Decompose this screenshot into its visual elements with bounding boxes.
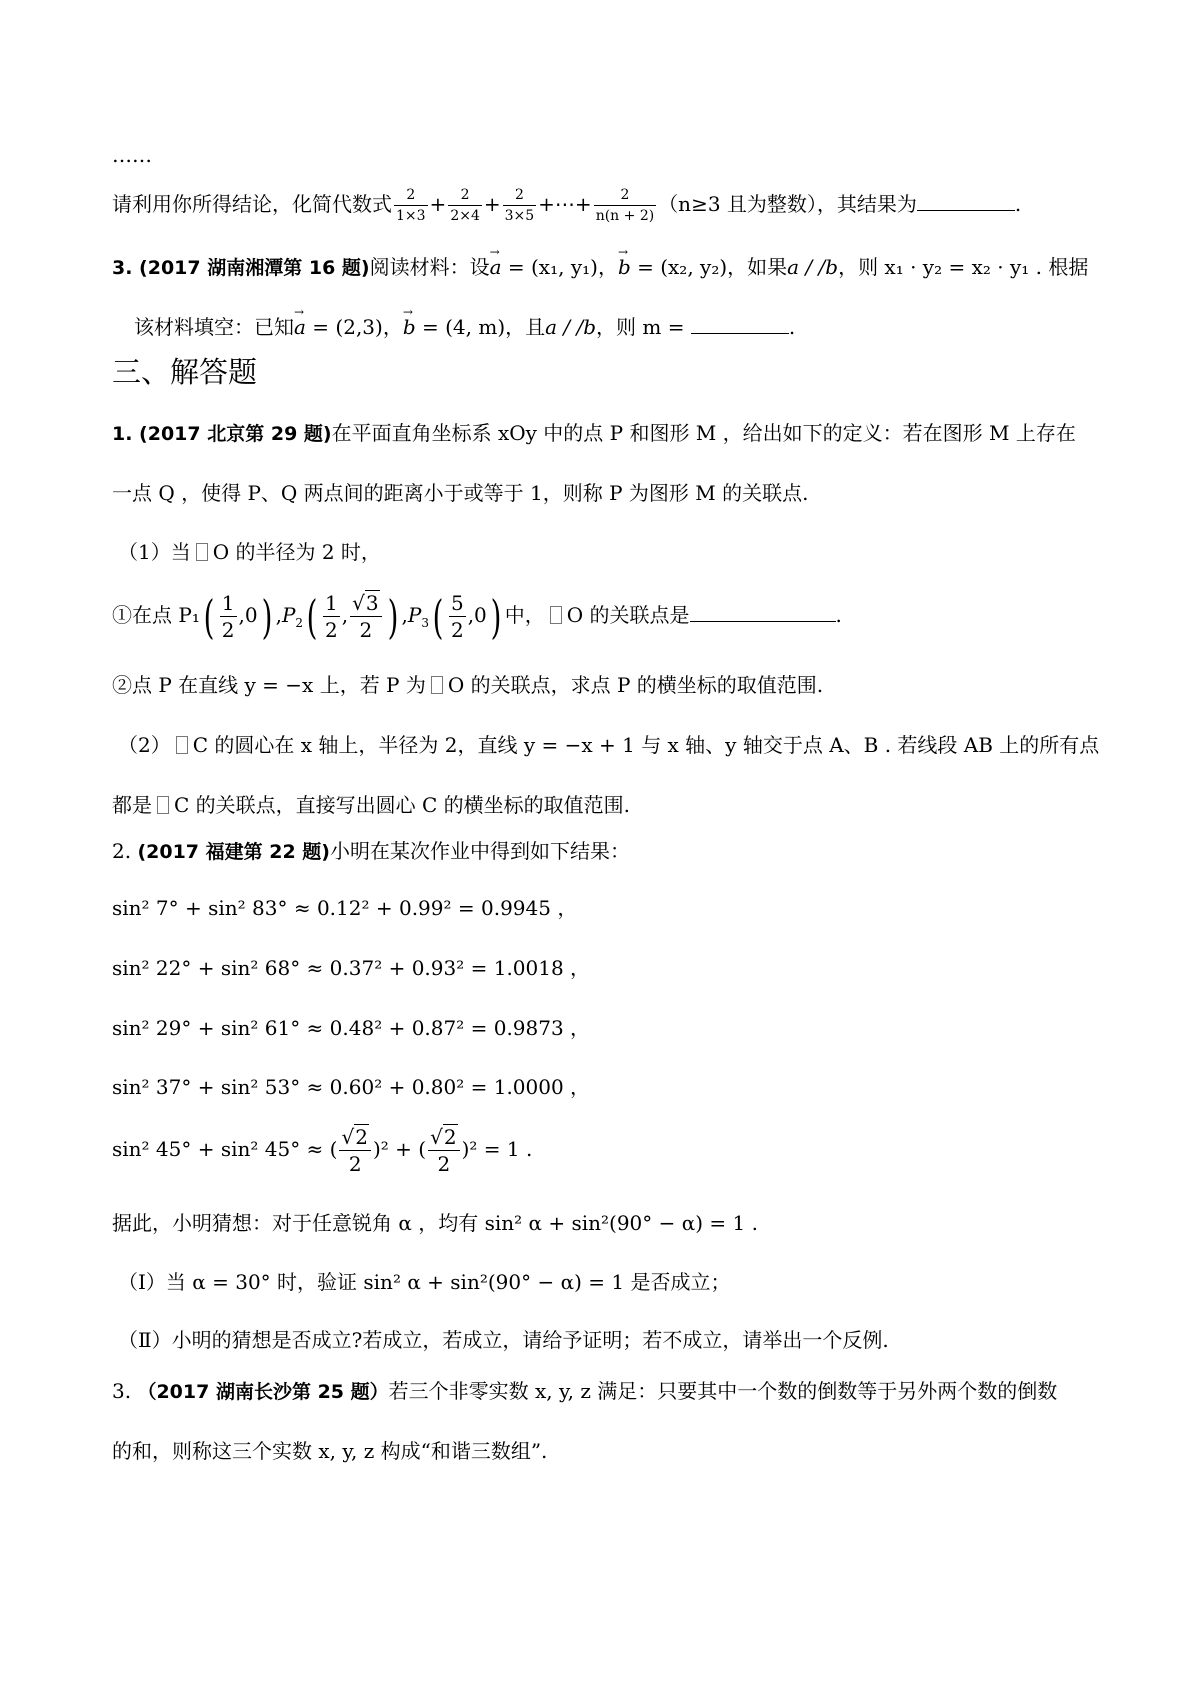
answer-blank-1[interactable] [917, 192, 1015, 211]
vector-a: → a [490, 252, 502, 282]
fill-intro: 该材料填空：已知 [134, 315, 294, 339]
vector-a-2: → a [294, 312, 306, 342]
vector-a-given: = (2,3)， [305, 315, 403, 339]
sqrt2-over-2: $\frac{√2}{2}$ [339, 1124, 370, 1177]
fraction-2: $\frac{2}{2\times 4}$ [450, 187, 480, 224]
circle-symbol [176, 736, 188, 754]
period: . [835, 603, 842, 627]
q1-definition: 在平面直角坐标系 xOy 中的点 P 和图形 M ，给出如下的定义：若在图形 M 上存在 [331, 421, 1076, 445]
q1-part1 [118, 537, 381, 567]
q1-part2-line-1 [118, 730, 1099, 760]
vector-question-line-1 [112, 252, 1088, 283]
circle-symbol [431, 676, 443, 694]
simplify-line: 请利用你所得结论，化简代数式 $\frac{2}{1\times 3}$ + $\frac{2}{2\times 4}$ + $\frac{2}{3\times 5}$ +⋯+ $\frac{2}{n(n + 2)}$ （n≥3 且为整数），其结果为 . [112, 187, 1022, 224]
vector-b-given: = (4, m)，且 [415, 315, 546, 339]
q2-part-ii: （Ⅱ）小明的猜想是否成立?若成立，若成立，请给予证明；若不成立，请举出一个反例. [118, 1328, 889, 1352]
part2-text-c: 都是 [112, 793, 152, 817]
sub1-ask: O 的关联点是 [566, 603, 690, 627]
circle-symbol [157, 796, 169, 814]
simplify-condition: （n≥3 且为整数），其结果为 [658, 192, 917, 216]
section-heading: 三、解答题 [112, 355, 258, 389]
row5-b: )² + ( [372, 1137, 427, 1161]
period: . [788, 315, 796, 339]
question-tag-fujian: (2017 福建第 22 题) [137, 841, 330, 863]
question-tag-changsha: （2017 湖南长沙第 25 题） [137, 1381, 389, 1403]
q1-sub1: ①在点 P₁( $\frac{1}{2}$ ,0) $,P_2$( $\frac{1}{2}$ , $\frac{√3}{2}$ ) $,P_3$( $\frac{5}{2}$ ,0) 中， O 的关联点是 . [112, 589, 842, 644]
q2-row-5 [112, 1120, 532, 1178]
q2-guess: 据此，小明猜想：对于任意锐角 α ，均有 sin² α + sin²(90° − α) = 1 . [112, 1211, 758, 1235]
sub1-mid: 中， [504, 603, 545, 627]
p2-y: $\frac{√3}{2}$ [350, 590, 381, 643]
vector-a-def: = (x₁, y₁)， [501, 255, 618, 279]
q2-intro: 小明在某次作业中得到如下结果： [330, 839, 630, 863]
question-tag-beijing: 1. (2017 北京第 29 题) [112, 423, 332, 445]
part2-text: C 的圆心在 x 轴上，半径为 2，直线 y = −x + 1 与 x 轴、y 轴交于点 A、B . 若线段 AB 上的所有点 [192, 733, 1100, 757]
q1-line-1 [112, 418, 1076, 449]
p3-x: $\frac{5}{2}$ [450, 591, 464, 642]
circle-symbol [196, 543, 208, 561]
part2-label: （2） [118, 733, 171, 757]
answer-blank-m[interactable] [691, 315, 789, 334]
circle-symbol [550, 606, 562, 624]
sub2-text-b: O 的关联点，求点 P 的横坐标的取值范围. [447, 673, 824, 697]
part1-label: （1）当 [118, 540, 191, 564]
vector-text: 阅读材料：设 [369, 255, 490, 279]
simplify-intro: 请利用你所得结论，化简代数式 [112, 192, 392, 216]
q1-sub2 [112, 670, 823, 700]
fraction-3: $\frac{2}{3\times 5}$ [504, 187, 535, 224]
q2-part-i: （Ⅰ）当 α = 30° 时，验证 sin² α + sin²(90° − α) = 1 是否成立； [118, 1270, 731, 1294]
vector-question-line-2 [134, 312, 795, 342]
sub2-text-a: ②点 P 在直线 y = −x 上，若 P 为 [112, 673, 426, 697]
ellipsis-text: …… [112, 143, 152, 167]
answer-blank-p[interactable] [690, 603, 836, 622]
q1-line-2: 一点 Q ，使得 P、Q 两点间的距离小于或等于 1，则称 P 为图形 M 的关联点. [112, 481, 809, 505]
q2-number: 2. [112, 839, 132, 863]
q2-row-1: sin² 7° + sin² 83° ≈ 0.12² + 0.99² = 0.9945 ， [112, 896, 578, 920]
parallel-condition: a / /b [787, 255, 839, 279]
q2-row-4: sin² 37° + sin² 53° ≈ 0.60² + 0.80² = 1.0000 ， [112, 1075, 591, 1099]
q2-header [112, 836, 630, 867]
q2-row-3: sin² 29° + sin² 61° ≈ 0.48² + 0.87² = 0.9873 ， [112, 1016, 591, 1040]
q2-row-2: sin² 22° + sin² 68° ≈ 0.37² + 0.93² = 1.0018 ， [112, 956, 591, 980]
period: . [1014, 192, 1022, 216]
q3-number: 3. [112, 1379, 132, 1403]
row5-c: )² = 1 . [461, 1137, 533, 1161]
p1-x: $\frac{1}{2}$ [221, 591, 235, 642]
part1-text: O 的半径为 2 时， [212, 540, 381, 564]
p2-x: $\frac{1}{2}$ [325, 591, 338, 642]
q1-part2-line-2 [112, 790, 630, 820]
sub1-intro: ①在点 P₁ [112, 603, 200, 627]
q3-text: 若三个非零实数 x, y, z 满足：只要其中一个数的倒数等于另外两个数的倒数 [388, 1379, 1058, 1403]
part2-text-d: C 的关联点，直接写出圆心 C 的横坐标的取值范围. [174, 793, 631, 817]
vector-b: → b [618, 252, 631, 282]
vector-conclusion: ，则 x₁ · y₂ = x₂ · y₁ . 根据 [838, 255, 1089, 279]
series-dots: +⋯+ [538, 192, 592, 216]
question-tag-xiangtan: 3. (2017 湖南湘潭第 16 题) [112, 257, 370, 279]
sqrt2-over-2: $\frac{√2}{2}$ [428, 1124, 459, 1177]
row5-a: sin² 45° + sin² 45° ≈ ( [112, 1137, 338, 1161]
fraction-n: $\frac{2}{n(n + 2)}$ [595, 187, 655, 224]
parallel-condition-2: a / /b [545, 315, 597, 339]
find-m: ，则 m = [596, 315, 685, 339]
q3-line-2: 的和，则称这三个实数 x, y, z 构成“和谐三数组”. [112, 1439, 548, 1463]
fraction-1: $\frac{2}{1\times 3}$ [396, 187, 426, 224]
vector-b-2: → b [403, 312, 416, 342]
q3-line-1 [112, 1376, 1057, 1407]
vector-b-def: = (x₂, y₂)，如果 [630, 255, 788, 279]
